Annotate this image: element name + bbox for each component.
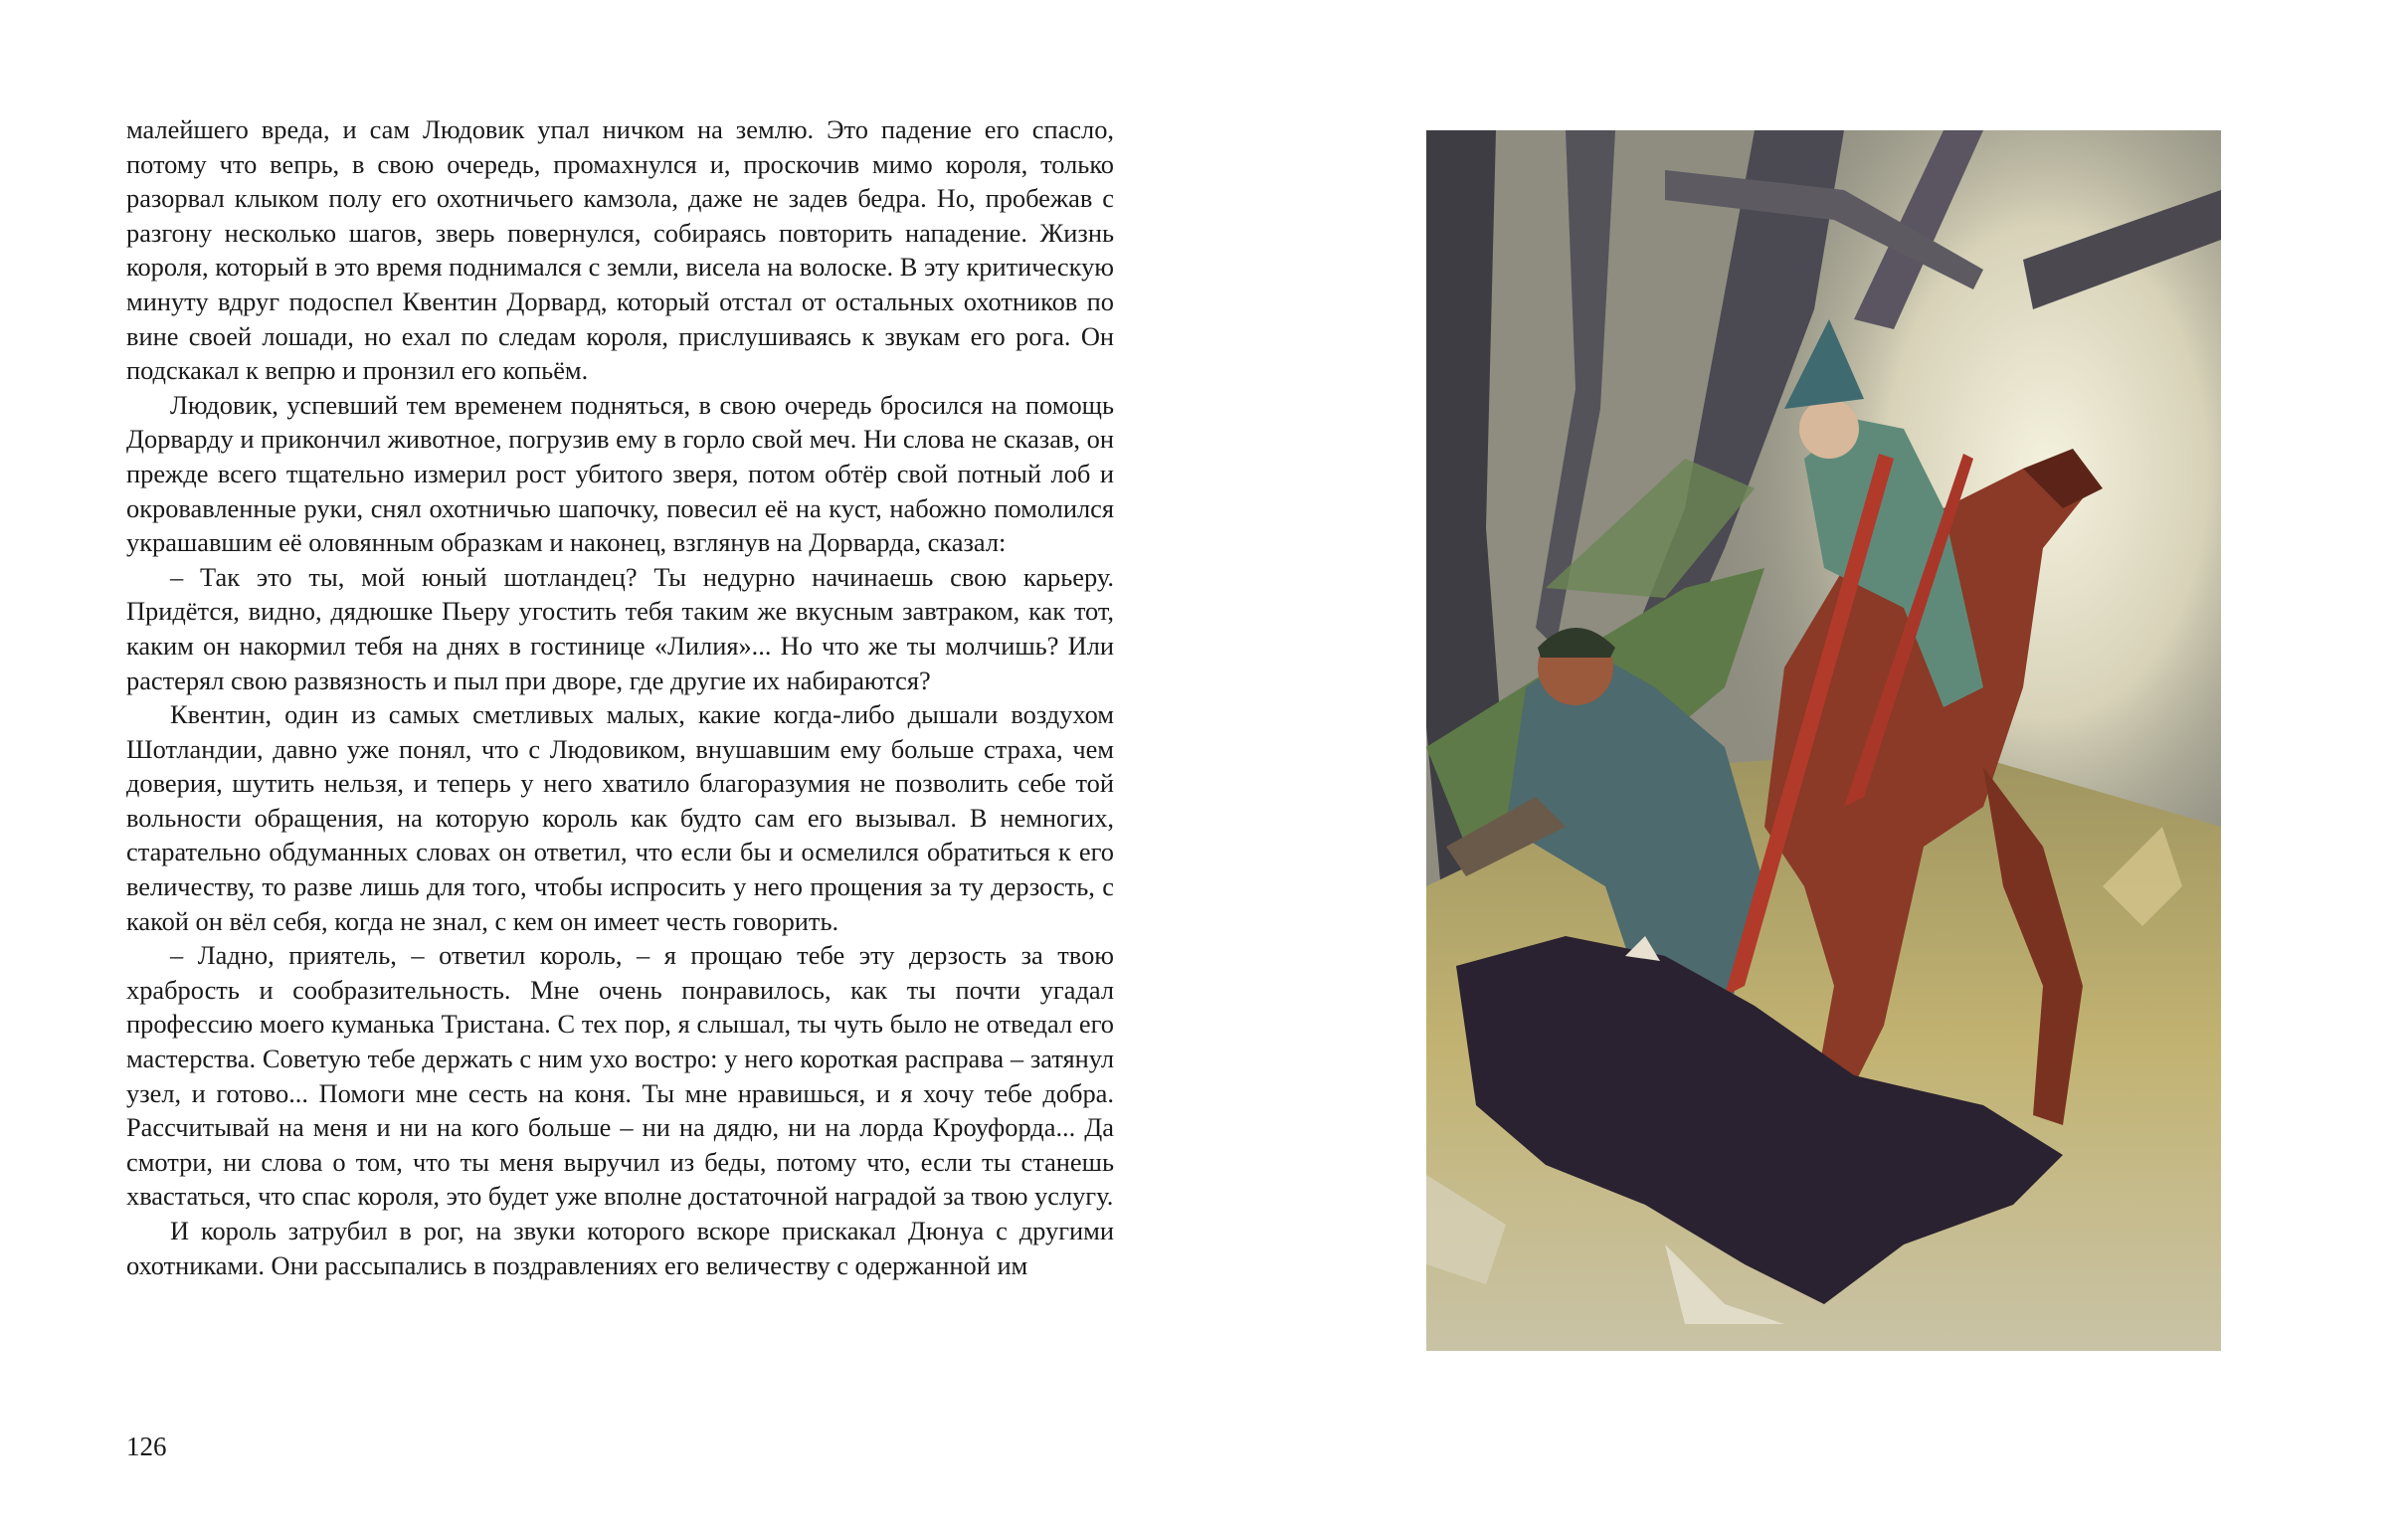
page-number: 126 (126, 1432, 167, 1461)
paragraph: И король затрубил в рог, на звуки которого вскоре прискакал Дюнуа с другими охотниками. Они рассыпались в поздравлениях его величеству с одержанной им (126, 1216, 1114, 1280)
paragraph: малейшего вреда, и сам Людовик упал ничком на землю. Это падение его спасло, потому что вепрь, в свою очередь, промахнулся и, проскочив мимо короля, только разорвал клыком полу его охотничьего камзола, даже не задев бедра. Но, пробежав с разгону несколько шагов, зверь повернулся, собираясь повторить нападение. Жизнь короля, который в это время поднимался с земли, висела на волоске. В эту критическую минуту вдруг подоспел Квентин Дорвард, который отстал от остальных охотников по вине своей лошади, но ехал по следам короля, прислушиваясь к звукам его рога. Он подскакал к вепрю и пронзил его копьём. (126, 114, 1114, 386)
paragraph: – Ладно, приятель, – ответил король, – я прощаю тебе эту дерзость за твою храбрость и сообразительность. Мне очень понравилось, как ты почти угадал профессию моего куманька Тристана. С тех пор, я слышал, ты чуть было не отведал его мастерства. Советую тебе держать с ним ухо востро: у него короткая расправа – затянул узел, и готово... Помоги мне сесть на коня. Ты мне нравишься, и я хочу тебе добра. Рассчитывай на меня и ни на кого больше – ни на дядю, ни на лорда Кроуфорда... Да смотри, ни слова о том, что ты меня выручил из беды, потому что, если ты станешь хвастаться, что спас короля, это будет уже вполне достаточной наградой за твою услугу. (126, 940, 1114, 1212)
illustration-art (1426, 130, 2221, 1351)
hunting-scene-illustration (1426, 130, 2221, 1351)
paragraph: – Так это ты, мой юный шотландец? Ты недурно начинаешь свою карьеру. Придётся, видно, дядюшке Пьеру угостить тебя таким же вкусным завтраком, как тот, каким он накормил тебя на днях в гостинице «Лилия»... Но что же ты молчишь? Или растерял свою развязность и пыл при дворе, где другие их набираются? (126, 561, 1114, 695)
paragraph: Квентин, один из самых сметливых малых, какие когда-либо дышали воздухом Шотландии, давно уже понял, что с Людовиком, внушавшим ему больше страха, чем доверия, шутить нельзя, и теперь у него хватило благоразумия не позволить себе той вольности обращения, на которую король как будто сам его вызывал. В немногих, старательно обдуманных словах он ответил, что если бы и осмелился обратиться к его величеству, то разве лишь для того, чтобы испросить у него прощения за ту дерзость, с какой он вёл себя, когда не знал, с кем он имеет честь говорить. (126, 699, 1114, 936)
paragraph: Людовик, успевший тем временем подняться, в свою очередь бросился на помощь Дорварду и прикончил животное, погрузив ему в горло свой меч. Ни слова не сказав, он прежде всего тщательно измерил рост убитого зверя, потом обтёр свой потный лоб и окровавленные руки, снял охотничью шапочку, повесил её на куст, набожно помолился украшавшим её оловянным образкам и наконец, взглянув на Дорварда, сказал: (126, 389, 1114, 558)
rider-head (1799, 399, 1859, 459)
text-column (126, 112, 1114, 1282)
